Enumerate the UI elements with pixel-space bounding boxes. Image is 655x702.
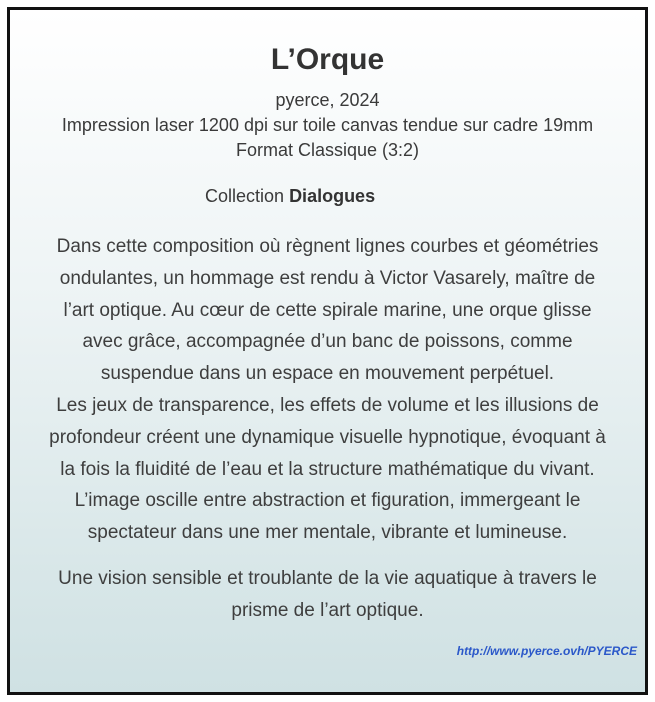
description-line: avec grâce, accompagnée d’un banc de poissons, comme	[82, 331, 573, 353]
description-line: spectateur dans une mer mentale, vibrante et lumineuse.	[87, 522, 568, 544]
description-line: la fois la fluidité de l’eau et la structure mathématique du vivant.	[60, 458, 595, 480]
medium-line: Impression laser 1200 dpi sur toile canvas tendue sur cadre 19mm	[61, 115, 594, 135]
description-line: Les jeux de transparence, les effets de volume et les illusions de	[56, 394, 599, 416]
artist-year: pyerce, 2024	[275, 90, 380, 110]
closing-line: prisme de l’art optique.	[231, 599, 424, 621]
description-line: profondeur créent une dynamique visuelle hypnotique, évoquant à	[49, 426, 606, 448]
description-line: ondulantes, un hommage est rendu à Victor Vasarely, maître de	[59, 267, 596, 289]
description-line: suspendue dans un espace en mouvement perpétuel.	[100, 363, 555, 385]
website-link[interactable]: http://www.pyerce.ovh/PYERCE	[456, 644, 637, 658]
closing-paragraph	[16, 563, 639, 627]
closing-line: Une vision sensible et troublante de la vie aquatique à travers le	[58, 568, 597, 589]
description-line: l’art optique. Au cœur de cette spirale marine, une orque glisse	[63, 299, 592, 321]
artwork-card	[7, 7, 648, 695]
collection-name: Dialogues	[289, 186, 376, 206]
artwork-title: L’Orque	[270, 43, 385, 76]
description-line: Dans cette composition où règnent lignes courbes et géométries	[56, 236, 599, 257]
artwork-meta	[10, 88, 645, 163]
format-line: Format Classique (3:2)	[235, 140, 420, 160]
collection-line	[205, 186, 375, 207]
description-line: L’image oscille entre abstraction et figuration, immergeant le	[74, 490, 581, 512]
collection-label: Collection	[205, 186, 285, 206]
description-paragraph	[16, 231, 639, 549]
